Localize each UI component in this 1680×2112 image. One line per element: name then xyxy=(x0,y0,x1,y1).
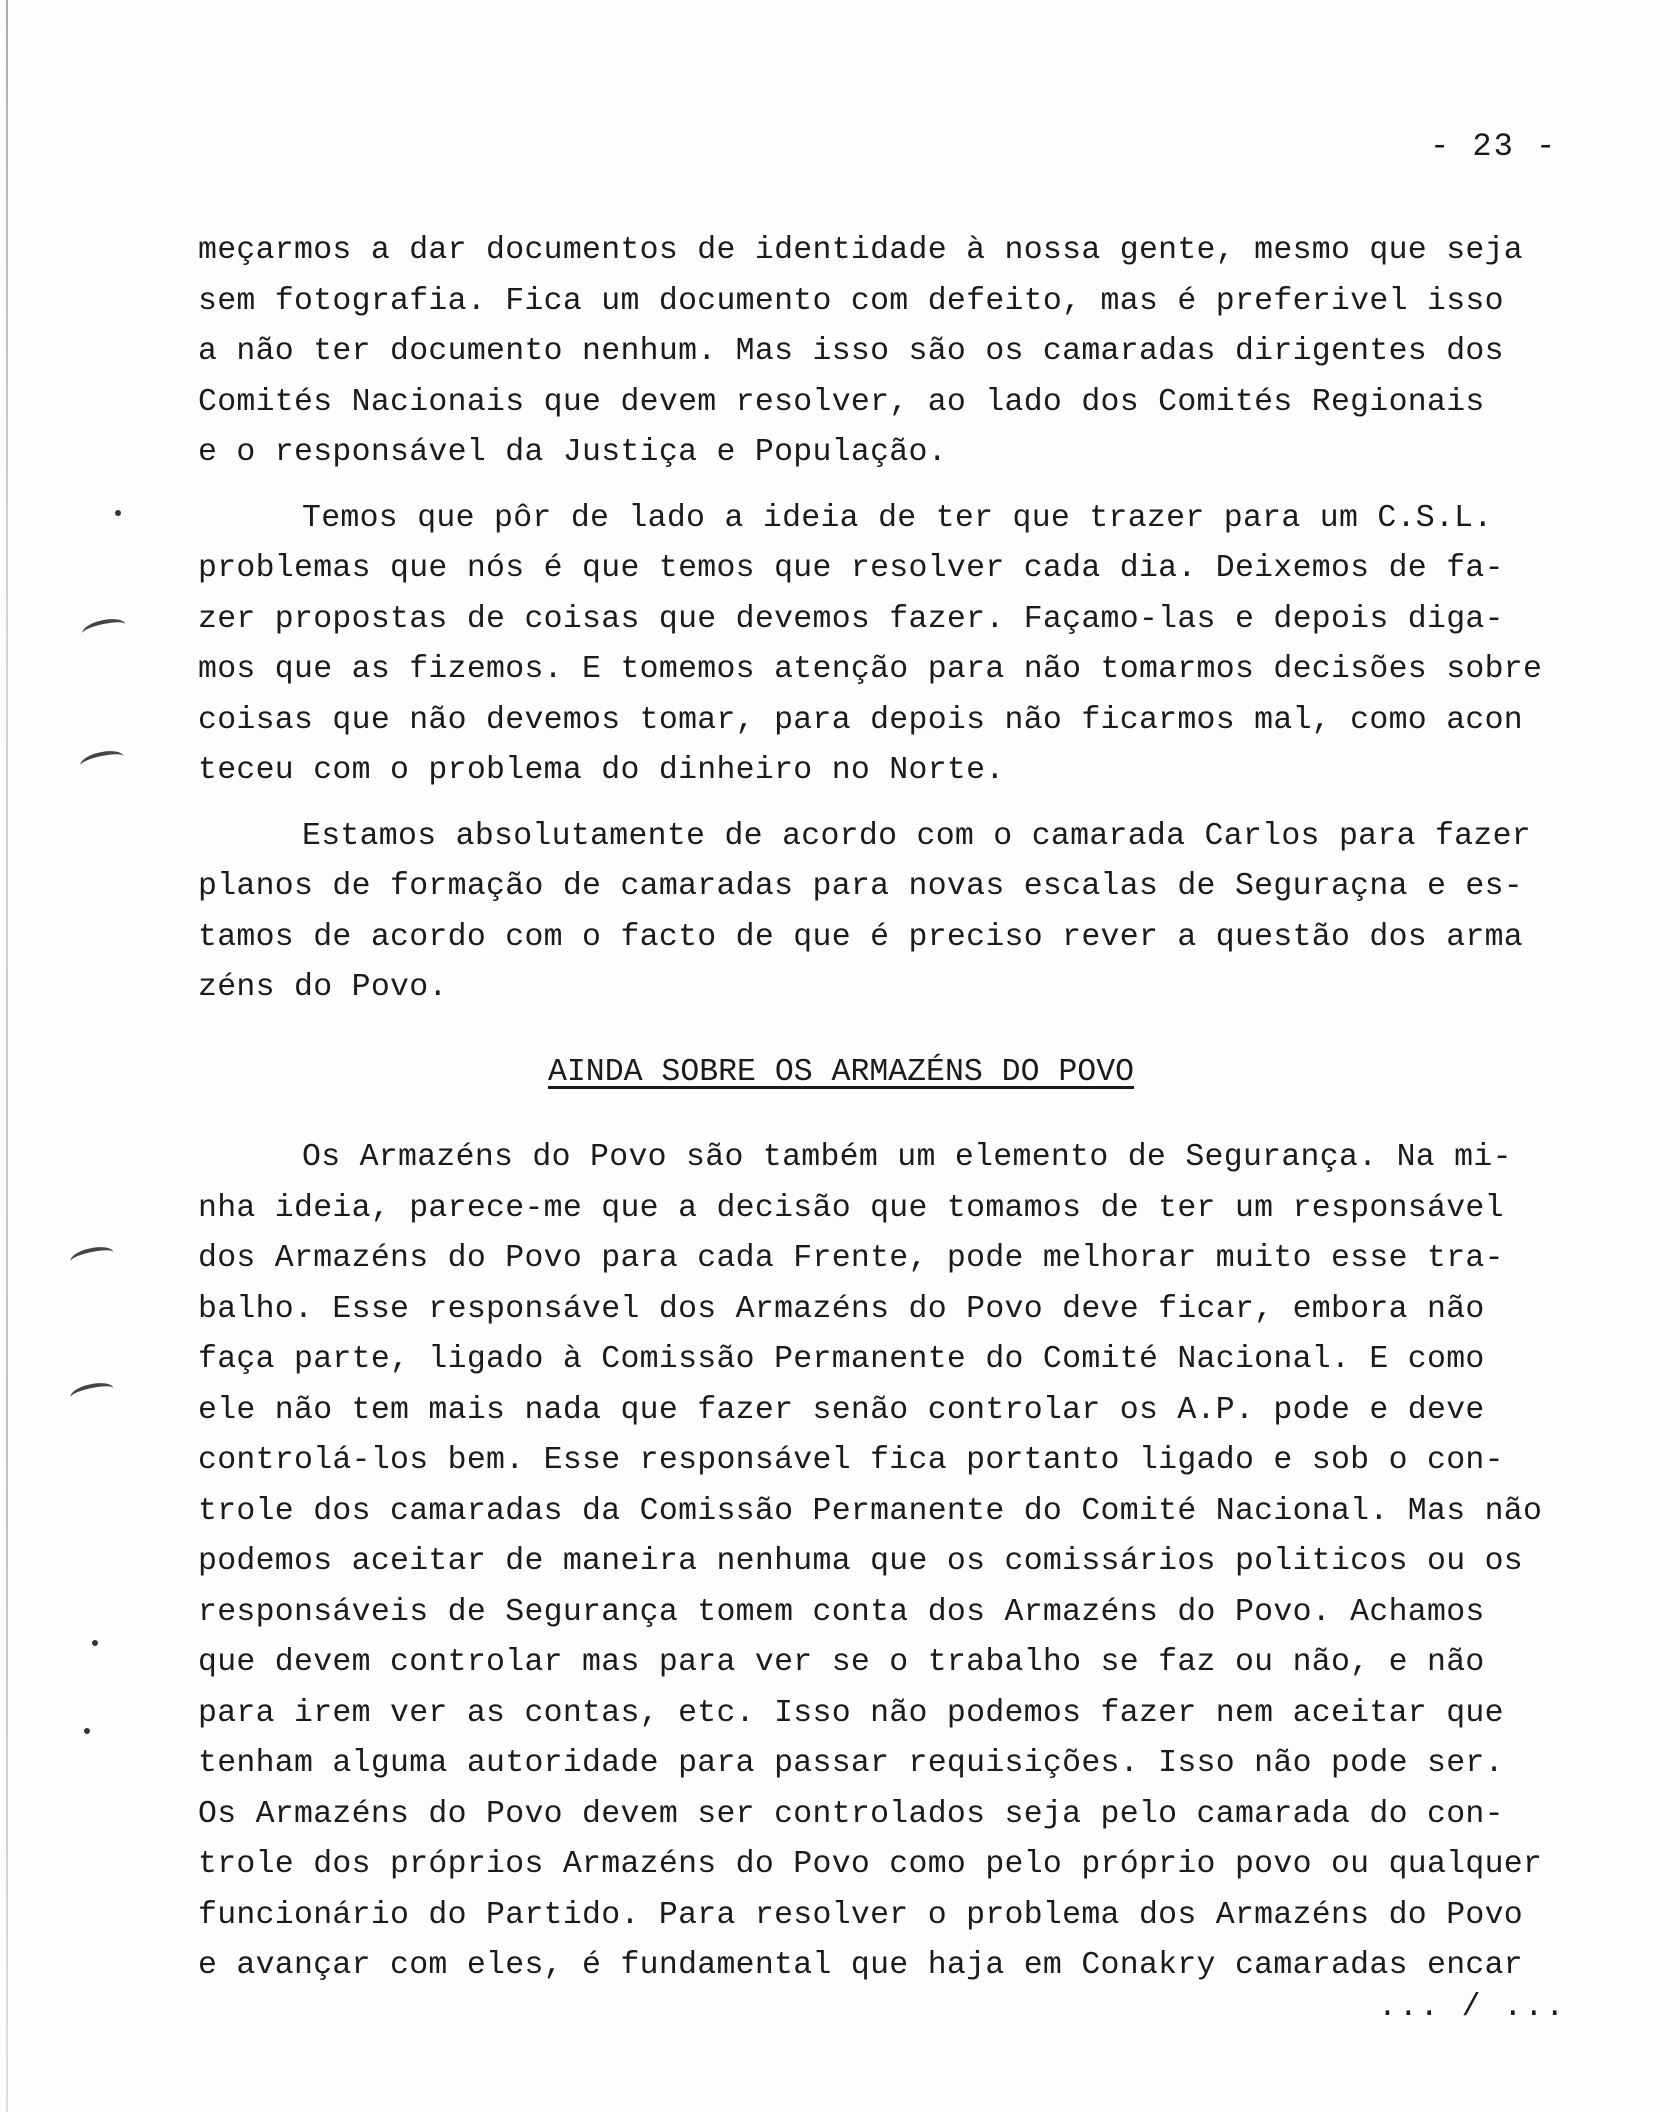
continuation-marker: ... / ... xyxy=(1378,1990,1567,2025)
text-line: dos Armazéns do Povo para cada Frente, pode melhorar muito esse tra- xyxy=(198,1241,1504,1276)
text-line: tamos de acordo com o facto de que é preciso rever a questão dos arma xyxy=(198,919,1524,955)
margin-dot xyxy=(84,1728,90,1734)
paragraph-3 xyxy=(198,812,1638,1014)
text-line: e avançar com eles, é fundamental que haja em Conakry camaradas encar xyxy=(198,1948,1524,1983)
text-line: controlá-los bem. Esse responsável fica portanto ligado e sob o con- xyxy=(198,1443,1504,1478)
margin-mark xyxy=(69,1244,116,1271)
text-line: funcionário do Partido. Para resolver o problema dos Armazéns do Povo xyxy=(198,1897,1524,1933)
text-line: Estamos absolutamente de acordo com o camarada Carlos para fazer xyxy=(302,818,1531,854)
text-line: faça parte, ligado à Comissão Permanente do Comité Nacional. E como xyxy=(198,1342,1485,1377)
text-line: Os Armazéns do Povo devem ser controlados seja pelo camarada do con- xyxy=(198,1796,1504,1832)
text-line: zer propostas de coisas que devemos fazer. Façamo-las e depois diga- xyxy=(198,601,1504,637)
paragraph-2 xyxy=(198,494,1638,797)
margin-dot xyxy=(92,1640,98,1646)
text-line: problemas que nós é que temos que resolver cada dia. Deixemos de fa- xyxy=(198,551,1504,586)
text-line: ele não tem mais nada que fazer senão controlar os A.P. pode e deve xyxy=(198,1392,1485,1428)
paragraph-1 xyxy=(198,226,1638,479)
page-edge xyxy=(6,0,8,2112)
text-line: sem fotografia. Fica um documento com defeito, mas é preferivel isso xyxy=(198,283,1504,319)
margin-mark xyxy=(79,748,126,775)
text-line: responsáveis de Segurança tomem conta dos Armazéns do Povo. Achamos xyxy=(198,1594,1485,1630)
text-line: Temos que pôr de lado a ideia de ter que trazer para um C.S.L. xyxy=(302,500,1493,536)
text-line: a não ter documento nenhum. Mas isso são os camaradas dirigentes dos xyxy=(198,334,1504,369)
text-line: nha ideia, parece-me que a decisão que tomamos de ter um responsável xyxy=(198,1190,1504,1226)
text-line: mos que as fizemos. E tomemos atenção para não tomarmos decisões sobre xyxy=(198,652,1543,687)
text-line: coisas que não devemos tomar, para depois não ficarmos mal, como acon xyxy=(198,702,1524,738)
text-line: para irem ver as contas, etc. Isso não podemos fazer nem aceitar que xyxy=(198,1695,1504,1731)
margin-dot xyxy=(115,510,121,516)
text-line: e o responsável da Justiça e População. xyxy=(198,435,947,470)
paragraph-4 xyxy=(198,1133,1638,1992)
margin-mark xyxy=(69,1380,116,1407)
text-line: que devem controlar mas para ver se o trabalho se faz ou não, e não xyxy=(198,1645,1485,1680)
body-text-top xyxy=(198,226,1638,1029)
text-line: trole dos próprios Armazéns do Povo como pelo próprio povo ou qualquer xyxy=(198,1847,1543,1882)
text-line: zéns do Povo. xyxy=(198,970,448,1005)
text-line: balho. Esse responsável dos Armazéns do Povo deve ficar, embora não xyxy=(198,1291,1485,1327)
text-line: Os Armazéns do Povo são também um elemento de Segurança. Na mi- xyxy=(302,1140,1512,1175)
text-line: meçarmos a dar documentos de identidade à nossa gente, mesmo que seja xyxy=(198,233,1524,268)
margin-mark xyxy=(81,616,128,643)
text-line: tenham alguma autoridade para passar requisições. Isso não pode ser. xyxy=(198,1746,1504,1781)
text-line: teceu com o problema do dinheiro no Norte. xyxy=(198,753,1005,788)
text-line: podemos aceitar de maneira nenhuma que os comissários politicos ou os xyxy=(198,1544,1524,1579)
text-line: planos de formação de camaradas para novas escalas de Seguraçna e es- xyxy=(198,869,1524,904)
text-line: Comités Nacionais que devem resolver, ao lado dos Comités Regionais xyxy=(198,384,1485,420)
page-number: - 23 - xyxy=(1430,128,1558,165)
section-heading: AINDA SOBRE OS ARMAZÉNS DO POVO xyxy=(548,1055,1134,1090)
text-line: trole dos camaradas da Comissão Permanente do Comité Nacional. Mas não xyxy=(198,1493,1543,1529)
